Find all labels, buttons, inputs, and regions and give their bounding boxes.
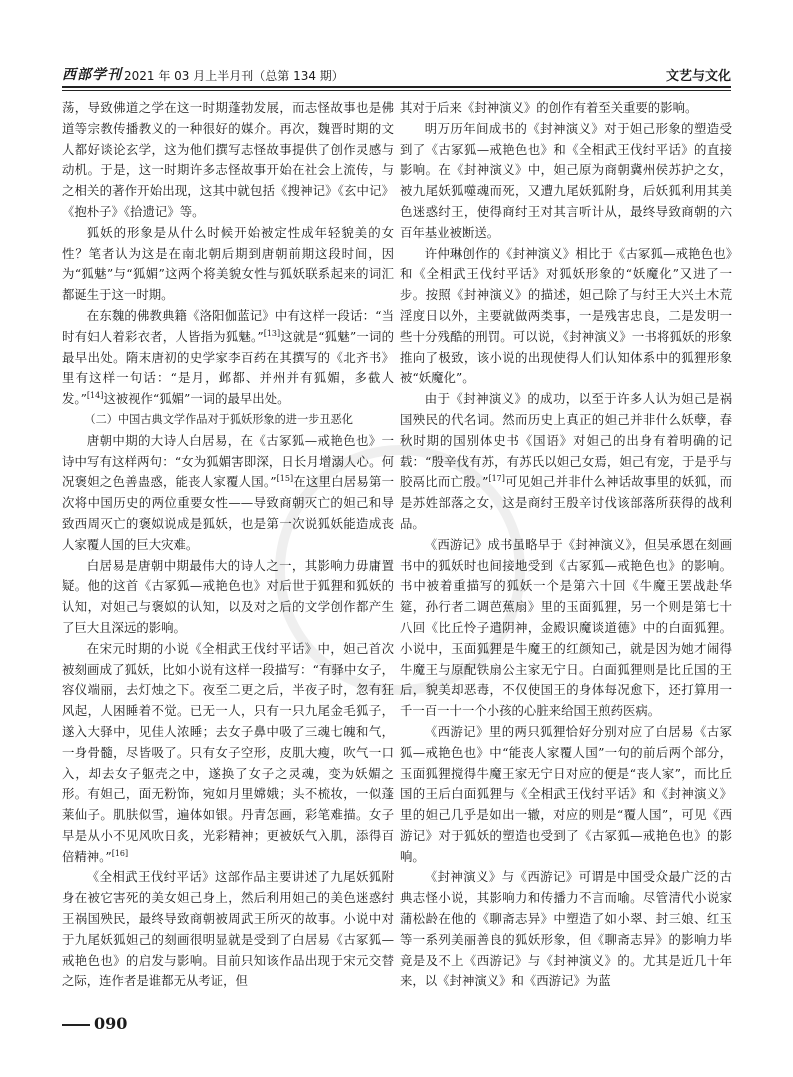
paragraph: 在宋元时期的小说《全相武王伐纣平话》中，妲己首次被刻画成了狐妖，比如小说有这样一段描写：“有驿中女子，容仪端丽，去灯烛之下。夜至二更之后，半夜子时，忽有狂风起，人困睡着不觉。已无一人，只有一只九尾金毛狐子，遂入大驿中，见佳人浓睡；去女子鼻中吸了三魂七魄和气，一身骨髓，尽皆吸了。只有女子空形，皮肌大瘦，吹气一口入，却去女子躯壳之中，遂换了女子之灵魂，变为妖媚之形。有妲己，面无粉饰，宛如月里嫦娥；头不梳妆，一似蓬莱仙子。肌肤似雪，遍体如银。丹青怎画，彩笔难描。女子早是从小不见风吹日炙，光彩精神；更被妖气入肌，添得百倍精神。”[16] [62,640,394,864]
citation-marker: [14] [86,391,104,401]
left-column [62,98,394,1006]
header-left [62,64,344,84]
running-header [62,62,731,84]
paragraph: 《西游记》里的两只狐狸恰好分别对应了白居易《古冢狐—戒艳色也》中“能丧人家覆人国”一句的前后两个部分，玉面狐狸搅得牛魔王家无宁日对应的便是“丧人家”，而比丘国的王后白面狐狸与《全相武王伐纣平话》和《封神演义》里的妲己几乎是如出一辙，对应的则是“覆人国”，可见《西游记》对于狐妖的塑造也受到了《古冢狐—戒艳色也》的影响。 [400,723,732,864]
paragraph: 狐妖的形象是从什么时候开始被定性成年轻貌美的女性？笔者认为这是在南北朝后期到唐朝前期这段时间，因为“狐魅”与“狐媚”这两个将美貌女性与狐妖联系起来的词汇都诞生于这一时期。 [62,224,394,303]
paragraph: 《封神演义》与《西游记》可谓是中国受众最广泛的古典志怪小说，其影响力和传播力不言而喻。尽管清代小说家蒲松龄在他的《聊斋志异》中塑造了如小翠、封三娘、红玉等一系列美丽善良的狐妖形象，但《聊斋志异》的影响力毕竟是及不上《西游记》与《封神演义》的。尤其是近几十年来，以《封神演义》和《西游记》为蓝 [400,869,732,989]
issue-info: 2021 年 03 月上半月刊（总第 134 期） [124,69,344,83]
header-rule-thin [62,90,731,91]
footer-dash [62,1024,90,1026]
paragraph: 唐朝中期的大诗人白居易，在《古冢狐—戒艳色也》一诗中写有这样两句：“女为狐媚害即深，日长月增溺人心。何况褒妲之色善蛊惑，能丧人家覆人国。”[15]在这里白居易第一次将中国历史的两位重要女性——导致商朝灭亡的妲己和导致西周灭亡的褒姒说成是狐妖，也是第一次说狐妖能造成丧人家覆人国的巨大灾难。 [62,432,394,552]
citation-marker: [17] [488,474,505,484]
citation-marker: [15] [276,474,294,484]
citation-marker: [13] [263,328,281,338]
paragraph: 许仲琳创作的《封神演义》相比于《古冢狐—戒艳色也》和《全相武王伐纣平话》对狐妖形象的“妖魔化”又进了一步。按照《封神演义》的描述，妲己除了与纣王大兴土木荒淫度日以外，主要就做两类事，一是残害忠良，二是发明一些十分残酷的刑罚。可以说，《封神演义》一书将狐妖的形象推向了极致，该小说的出现使得人们认知体系中的狐狸形象被“妖魔化”。 [400,245,732,386]
paragraph: 在东魏的佛教典籍《洛阳伽蓝记》中有这样一段话：“当时有妇人着彩衣者，人皆指为狐魅。”[13]这就是“狐魅”一词的最早出处。隋末唐初的史学家李百药在其撰写的《北齐书》里有这样一句话：“是月，邺都、并州并有狐媚，多截人发。”[14]这被视作“狐媚”一词的最早出处。 [62,307,394,407]
paragraph: 由于《封神演义》的成功，以至于许多人认为妲己是祸国殃民的代名词。然而历史上真正的妲己并非什么妖孽，春秋时期的国别体史书《国语》对妲己的出身有着明确的记载：“殷辛伐有苏，有苏氏以妲己女焉，妲己有宠，于是乎与胶鬲比而亡殷。”[17]可见妲己并非什么神话故事里的妖狐，而是苏姓部落之女，这是商纣王殷辛讨伐该部落所获得的战利品。 [400,391,732,531]
right-column [400,98,732,1006]
section-subheading: （二）中国古典文学作品对于狐妖形象的进一步丑恶化 [84,412,353,426]
paragraph: 《全相武王伐纣平话》这部作品主要讲述了九尾妖狐附身在被它害死的美女妲己身上，然后利用妲己的美色迷惑纣王祸国殃民，最终导致商朝被周武王所灭的故事。小说中对于九尾妖狐妲己的刻画很明显就是受到了白居易《古冢狐—戒艳色也》的启发与影响。目前只知该作品出现于宋元交替之际，连作者是谁都无从考证，但 [62,869,394,989]
paragraph: 明万历年间成书的《封神演义》对于妲己形象的塑造受到了《古冢狐—戒艳色也》和《全相武王伐纣平话》的直接影响。在《封神演义》中，妲己原为商朝冀州侯苏护之女，被九尾妖狐噬魂而死，又遭九尾妖狐附身，后妖狐利用其美色迷惑纣王，使得商纣王对其言听计从，最终导致商朝的六百年基业被断送。 [400,120,732,240]
paragraph: 荡，导致佛道之学在这一时期蓬勃发展，而志怪故事也是佛道等宗教传播教义的一种很好的媒介。再次，魏晋时期的文人都好谈论玄学，这为他们撰写志怪故事提供了创作灵感与动机。于是，这一时期许多志怪故事开始在社会上流传，与之相关的著作开始出现，这其中就包括《搜神记》《玄中记》《抱朴子》《拾遗记》等。 [62,100,394,219]
paragraph: 其对于后来《封神演义》的创作有着至关重要的影响。 [400,100,698,115]
journal-logo: 西部学刊 [62,67,122,83]
section-name: 文艺与文化 [665,69,731,84]
page-number: 090 [94,1014,128,1033]
header-rule-thick [62,86,731,88]
citation-marker: [16] [111,848,129,858]
paragraph: 白居易是唐朝中期最伟大的诗人之一，其影响力毋庸置疑。他的这首《古冢狐—戒艳色也》对后世于狐狸和狐妖的认知，对妲己与褒姒的认知，以及对之后的文学创作都产生了巨大且深远的影响。 [62,557,394,635]
paragraph: 《西游记》成书虽略早于《封神演义》，但吴承恩在刻画书中的狐妖时也间接地受到《古冢狐—戒艳色也》的影响。书中被着重描写的狐妖一个是第六十回《牛魔王罢战赴华筵，孙行者二调芭蕉扇》里的玉面狐狸，另一个则是第七十八回《比丘怜子遣阴神，金殿识魔谈道德》中的白面狐狸。小说中，玉面狐狸是牛魔王的红颜知己，就是因为她才闹得牛魔王与原配铁扇公主家无宁日。白面狐狸则是比丘国的王后，貌美却恶毒，不仅使国王的身体每况愈下，还打算用一千一百一十一个小孩的心脏来给国王煎药医病。 [400,536,732,719]
